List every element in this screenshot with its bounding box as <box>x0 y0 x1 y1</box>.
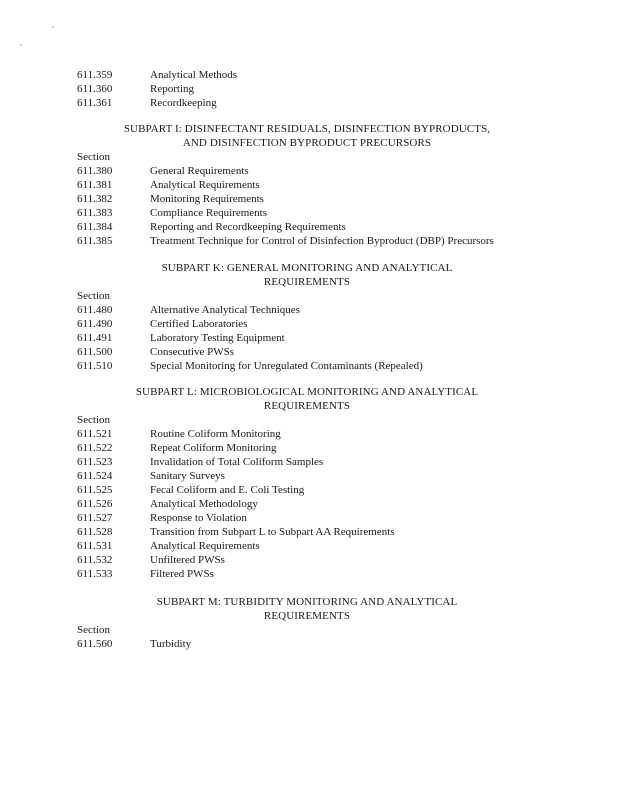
section-number: 611.361 <box>77 97 113 109</box>
toc-entry <box>77 497 537 511</box>
toc-entry <box>77 96 537 110</box>
subpart-heading <box>77 261 537 289</box>
subpart-heading-line: SUBPART I: DISINFECTANT RESIDUALS, DISINFECTION BYPRODUCTS, <box>123 123 491 135</box>
toc-entry <box>77 553 537 567</box>
section-title: Transition from Subpart L to Subpart AA Requirements <box>150 526 395 538</box>
toc-entry <box>77 345 537 359</box>
toc-entry <box>77 511 537 525</box>
section-number: 611.560 <box>77 638 113 650</box>
section-title: Analytical Methodology <box>150 498 258 510</box>
toc-entry <box>77 303 537 317</box>
section-title: Fecal Coliform and E. Coli Testing <box>150 484 305 496</box>
toc-entry <box>77 164 537 178</box>
section-title: Analytical Requirements <box>150 179 260 191</box>
section-number: 611.531 <box>77 540 113 552</box>
section-title: Turbidity <box>150 638 192 650</box>
toc-entry <box>77 68 537 82</box>
subpart-heading-line: REQUIREMENTS <box>263 276 351 288</box>
toc-entry <box>77 206 537 220</box>
section-title: Treatment Technique for Control of Disinfection Byproduct (DBP) Precursors <box>150 235 494 247</box>
toc-entry <box>77 637 537 651</box>
toc-entry <box>77 469 537 483</box>
section-number: 611.500 <box>77 346 113 358</box>
toc-entry <box>77 525 537 539</box>
section-title: Reporting <box>150 83 194 95</box>
section-number: 611.490 <box>77 318 113 330</box>
toc-entry <box>77 359 537 373</box>
section-label: Section <box>77 624 110 636</box>
top-entry-list <box>77 68 537 110</box>
scan-speck <box>52 26 54 28</box>
section-title: General Requirements <box>150 165 249 177</box>
section-number: 611.380 <box>77 165 113 177</box>
toc-entry <box>77 234 537 248</box>
section-title: Alternative Analytical Techniques <box>150 304 300 316</box>
section-number: 611.523 <box>77 456 113 468</box>
section-title: Laboratory Testing Equipment <box>150 332 285 344</box>
section-number: 611.525 <box>77 484 113 496</box>
section-label: Section <box>77 290 110 302</box>
section-title: Recordkeeping <box>150 97 217 109</box>
section-title: Routine Coliform Monitoring <box>150 428 281 440</box>
section-title: Reporting and Recordkeeping Requirements <box>150 221 346 233</box>
subpart-k <box>77 261 537 373</box>
subpart-i <box>77 122 537 248</box>
section-title: Monitoring Requirements <box>150 193 264 205</box>
section-label: Section <box>77 414 110 426</box>
section-number: 611.381 <box>77 179 113 191</box>
section-number: 611.480 <box>77 304 113 316</box>
section-title: Compliance Requirements <box>150 207 267 219</box>
toc-entry <box>77 192 537 206</box>
section-number: 611.528 <box>77 526 113 538</box>
section-title: Repeat Coliform Monitoring <box>150 442 277 454</box>
section-number: 611.359 <box>77 69 113 81</box>
toc-entry <box>77 539 537 553</box>
section-number: 611.491 <box>77 332 113 344</box>
section-number: 611.384 <box>77 221 113 233</box>
toc-entry <box>77 455 537 469</box>
toc-entry <box>77 427 537 441</box>
toc-entry <box>77 441 537 455</box>
section-title: Filtered PWSs <box>150 568 214 580</box>
section-title: Analytical Methods <box>150 69 238 81</box>
section-number: 611.385 <box>77 235 113 247</box>
subpart-heading <box>77 385 537 413</box>
toc-entry <box>77 483 537 497</box>
section-number: 611.383 <box>77 207 113 219</box>
toc-entry <box>77 178 537 192</box>
subpart-heading <box>77 595 537 623</box>
subpart-heading-line: AND DISINFECTION BYPRODUCT PRECURSORS <box>182 137 432 149</box>
section-number: 611.526 <box>77 498 113 510</box>
toc-entry <box>77 220 537 234</box>
section-number: 611.510 <box>77 360 113 372</box>
section-number: 611.524 <box>77 470 113 482</box>
toc-entry <box>77 567 537 581</box>
subpart-heading-line: REQUIREMENTS <box>263 610 351 622</box>
subpart-heading-line: SUBPART K: GENERAL MONITORING AND ANALYTICAL <box>161 262 453 274</box>
section-number: 611.382 <box>77 193 113 205</box>
section-number: 611.521 <box>77 428 113 440</box>
section-number: 611.360 <box>77 83 113 95</box>
section-title: Consecutive PWSs <box>150 346 235 358</box>
table-of-contents <box>77 68 537 651</box>
section-number: 611.527 <box>77 512 113 524</box>
subpart-l <box>77 385 537 581</box>
toc-entry <box>77 82 537 96</box>
section-number: 611.522 <box>77 442 113 454</box>
section-title: Sanitary Surveys <box>150 470 225 482</box>
subpart-heading-line: SUBPART L: MICROBIOLOGICAL MONITORING AND ANALYTICAL <box>135 386 479 398</box>
subpart-m <box>77 595 537 651</box>
section-label: Section <box>77 151 110 163</box>
section-title: Certified Laboratories <box>150 318 248 330</box>
section-title: Unfiltered PWSs <box>150 554 225 566</box>
toc-entry <box>77 317 537 331</box>
subpart-heading-line: REQUIREMENTS <box>263 400 351 412</box>
section-number: 611.533 <box>77 568 113 580</box>
subpart-heading <box>77 122 537 150</box>
subpart-heading-line: SUBPART M: TURBIDITY MONITORING AND ANALYTICAL <box>156 596 458 608</box>
section-title: Analytical Requirements <box>150 540 260 552</box>
section-title: Response to Violation <box>150 512 247 524</box>
section-number: 611.532 <box>77 554 113 566</box>
section-title: Invalidation of Total Coliform Samples <box>150 456 324 468</box>
toc-entry <box>77 331 537 345</box>
scan-speck <box>20 44 22 46</box>
section-title: Special Monitoring for Unregulated Contaminants (Repealed) <box>150 360 423 372</box>
